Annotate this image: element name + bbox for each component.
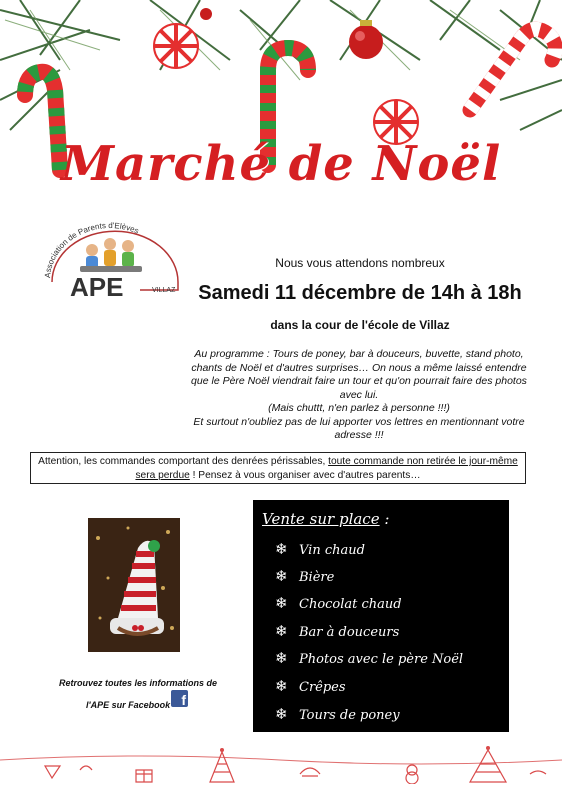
ape-name: APE <box>70 272 124 302</box>
sale-item-label: Photos avec le père Noël <box>299 652 464 667</box>
sale-item <box>275 677 346 695</box>
christmas-hat-photo <box>88 518 180 652</box>
sale-title: Vente sur place : <box>262 510 390 528</box>
sale-item <box>275 567 334 585</box>
event-place: dans la cour de l'école de Villaz <box>270 318 450 332</box>
sale-item-label: Tours de poney <box>299 708 400 723</box>
footer-decoration <box>0 730 562 784</box>
sale-box <box>253 500 509 732</box>
welcome-text: Nous vous attendons nombreux <box>275 256 445 270</box>
snowflake-icon: ❄ <box>275 705 288 723</box>
program-paragraph: Au programme : Tours de poney, bar à douceurs, buvette, stand photo, chants de Noël et d'autres surprises… On nous a même laissé entendre que le Père Noël viendrait faire un tour et qu'on pourrait faire des photos avec lui. <box>191 348 527 401</box>
sale-item-label: Bière <box>299 570 335 585</box>
page-title: Marché de Noël <box>60 136 502 192</box>
program-secret: (Mais chuttt, n'en parlez à personne !!!) <box>268 402 450 414</box>
sale-item <box>275 649 463 667</box>
warning-text-3: ! Pensez à vous organiser avec d'autres parents… <box>189 470 421 481</box>
program-text <box>184 348 534 443</box>
sale-item <box>275 705 400 723</box>
sale-item <box>275 540 365 558</box>
ape-association-text: Association de Parents d'Elèves <box>42 220 141 279</box>
snowflake-icon: ❄ <box>275 567 288 585</box>
facebook-page-text[interactable]: l'APE sur Facebook <box>86 700 171 710</box>
sale-item-label: Vin chaud <box>299 543 365 558</box>
warning-text-1: Attention, les commandes comportant des denrées périssables, <box>38 456 329 467</box>
snowflake-icon: ❄ <box>275 649 288 667</box>
snowflake-icon: ❄ <box>275 622 288 640</box>
facebook-icon[interactable]: f <box>171 690 188 707</box>
warning-text-underlined: toute commande non retirée le jour-même sera perdue <box>135 456 518 481</box>
snowflake-icon: ❄ <box>275 594 288 612</box>
ape-town: VILLAZ <box>152 287 176 294</box>
sale-item <box>275 594 402 612</box>
event-date: Samedi 11 décembre de 14h à 18h <box>198 282 522 304</box>
sale-item-label: Chocolat chaud <box>299 597 402 612</box>
header-banner <box>0 0 562 196</box>
sale-item <box>275 622 399 640</box>
ape-logo <box>40 220 180 310</box>
program-letters: Et surtout n'oubliez pas de lui apporter vos lettres en mentionnant votre adresse !!! <box>193 415 525 441</box>
facebook-info-text: Retrouvez toutes les informations de <box>58 678 218 688</box>
snowflake-icon: ❄ <box>275 677 288 695</box>
snowflake-icon: ❄ <box>275 540 288 558</box>
warning-box <box>30 452 526 484</box>
sale-item-label: Crêpes <box>299 680 346 695</box>
sale-item-label: Bar à douceurs <box>299 625 400 640</box>
